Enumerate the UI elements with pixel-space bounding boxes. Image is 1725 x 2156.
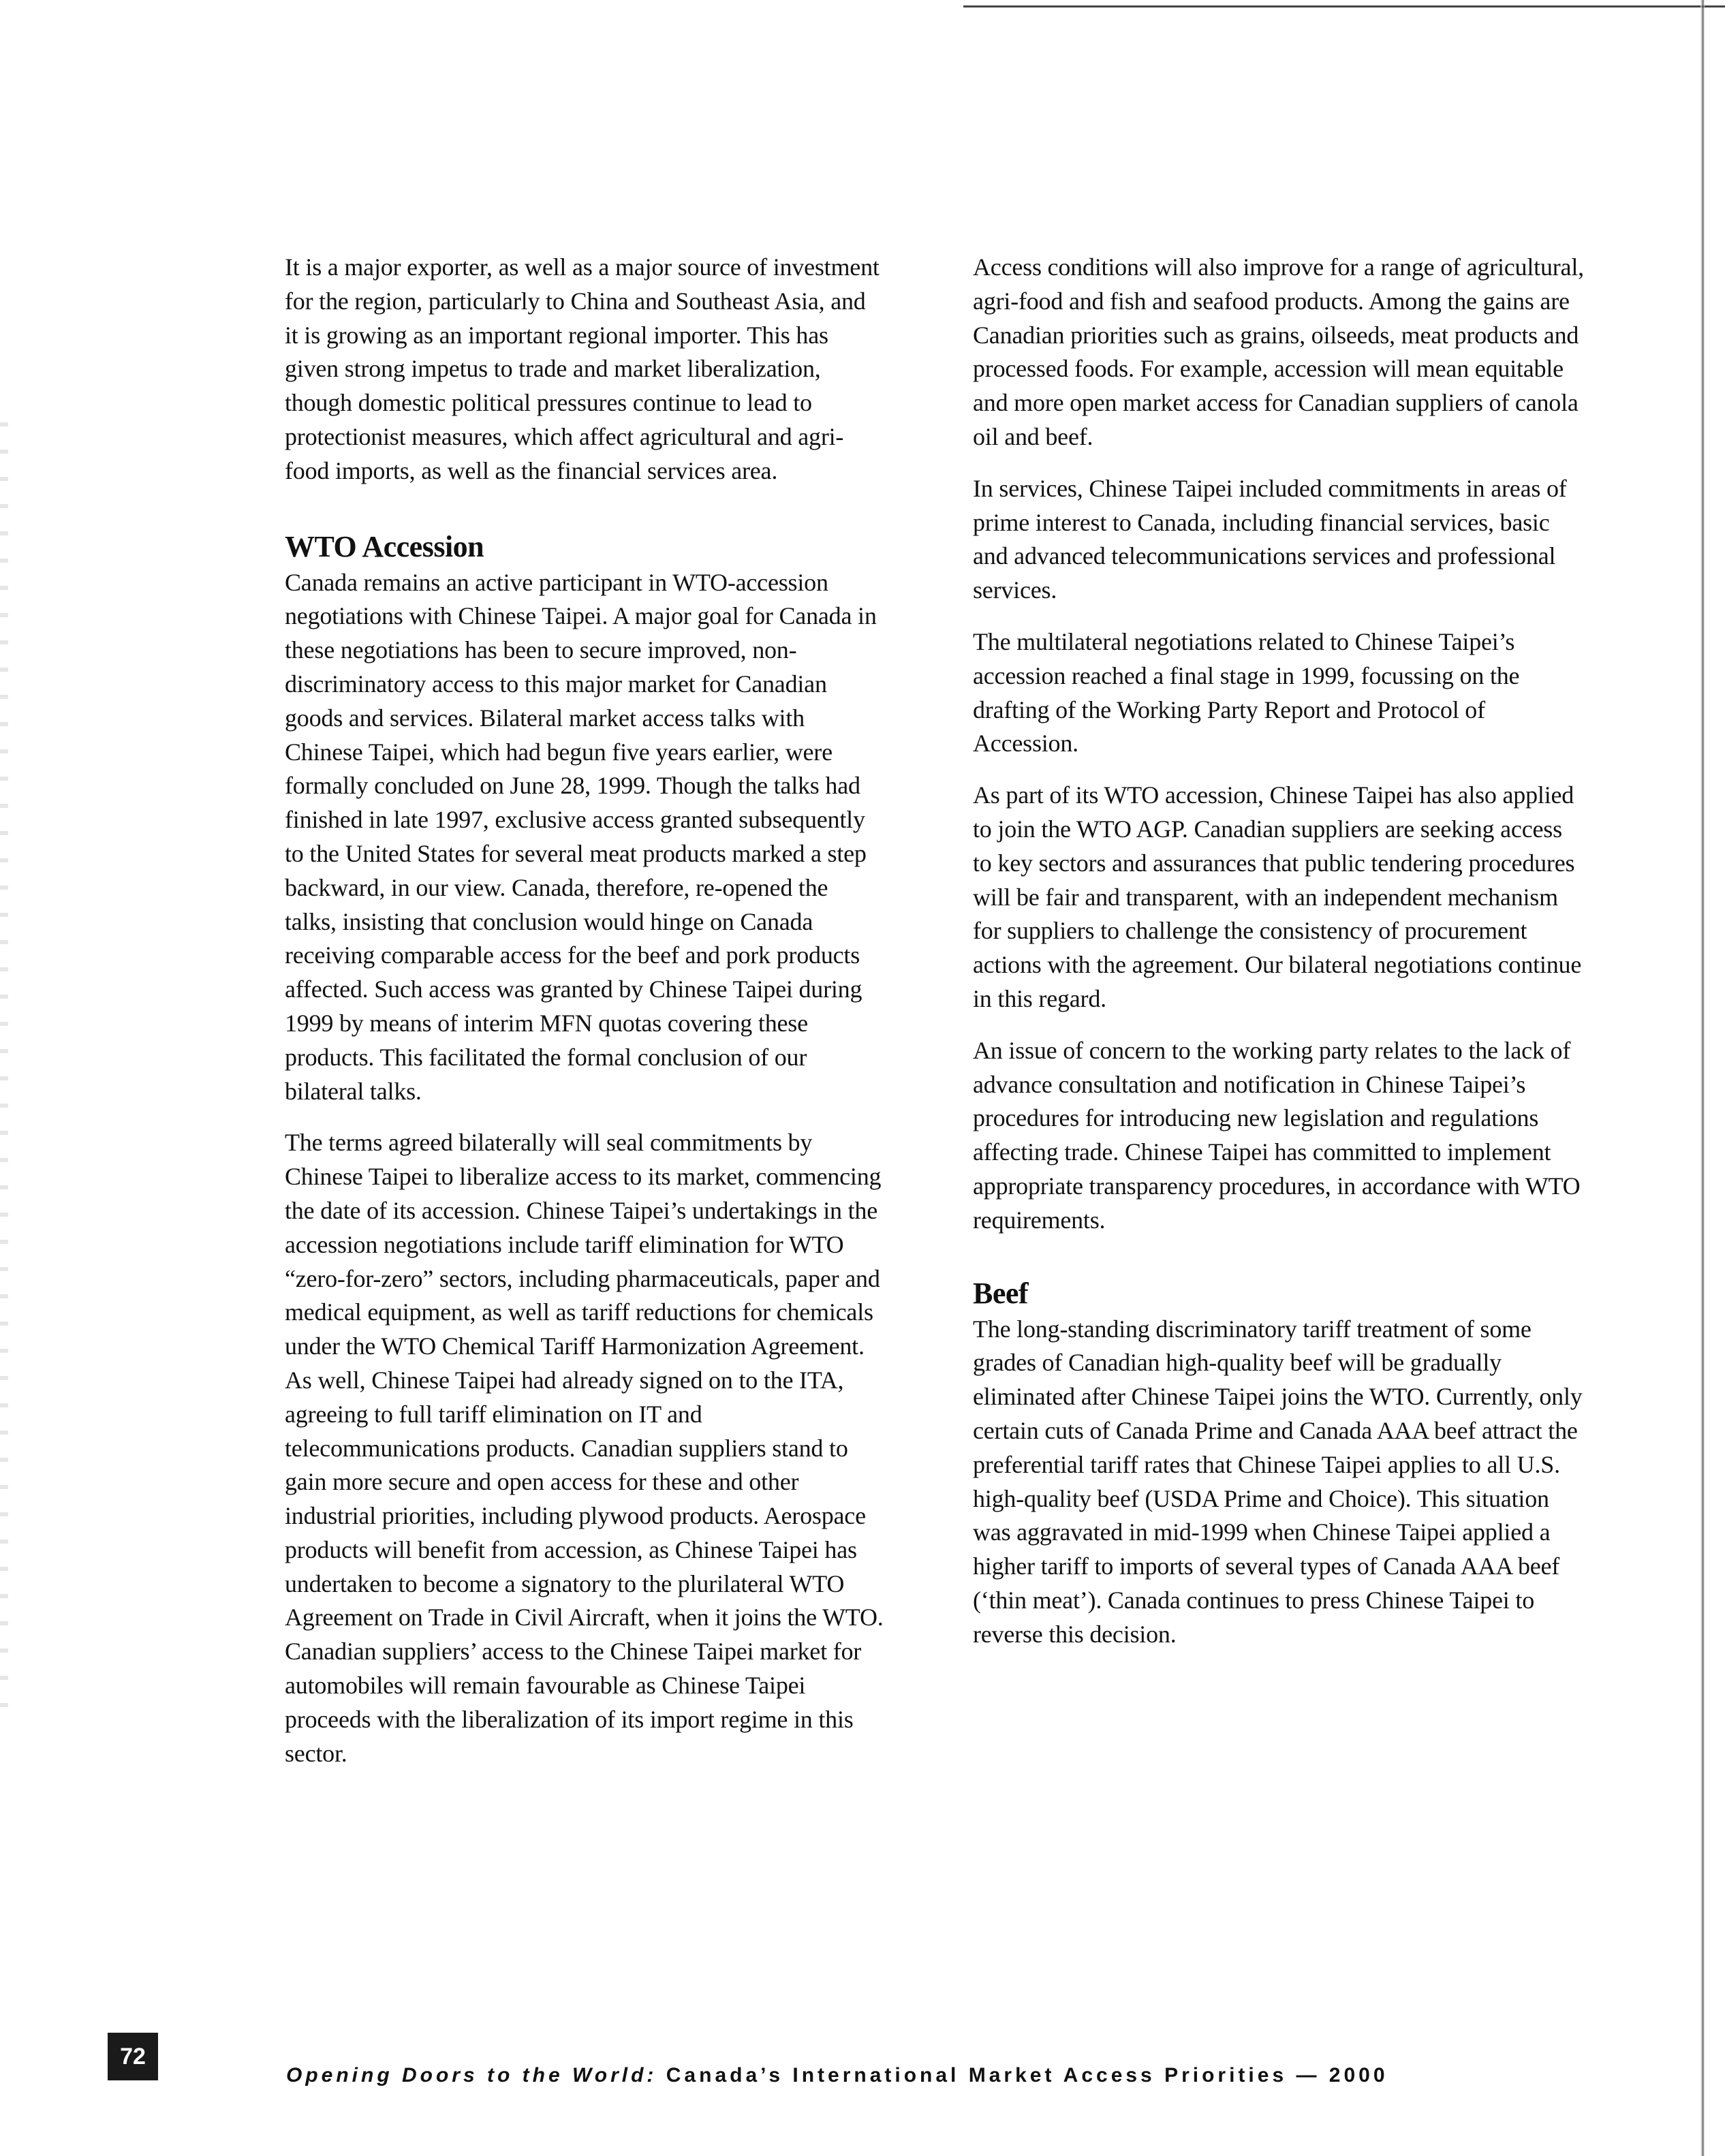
- footer-title-rest: Canada’s International Market Access Priorities — 2000: [666, 2064, 1388, 2087]
- beef-paragraph: The long-standing discriminatory tariff treatment of some grades of Canadian high-quality beef will be gradually eliminated after Chinese Taipei joins the WTO. Currently, only certain cuts of Canada Prime and Canada AAA beef attract the preferential tariff rates that Chinese Taipei applies to all U.S. high-quality beef (USDA Prime and Choice). This situation was aggravated in mid-1999 when Chinese Taipei applied a higher tariff to imports of several types of Canada AAA beef (‘thin meat’). Canada continues to press Chinese Taipei to reverse this decision.: [973, 1315, 1583, 1648]
- agp-paragraph: As part of its WTO accession, Chinese Taipei has also applied to join the WTO AGP. Canadian suppliers are seeking access to key sectors and assurances that public tendering procedures will be fair and transparent, with an independent mechanism for suppliers to challenge the consistency of procurement actions with the agreement. Our bilateral negotiations continue in this regard.: [973, 781, 1582, 1012]
- multilateral-paragraph: The multilateral negotiations related to Chinese Taipei’s accession reached a final stage in 1999, focussing on the drafting of the Working Party Report and Protocol of Accession.: [973, 627, 1520, 757]
- left-column: [285, 251, 884, 1788]
- services-paragraph: In services, Chinese Taipei included commitments in areas of prime interest to Canada, including financial services, basic and advanced telecommunications services and professional services.: [973, 474, 1567, 604]
- scan-edge-left: [0, 422, 8, 1730]
- page-number: 72: [108, 2033, 158, 2080]
- running-footer: [286, 2064, 1547, 2087]
- section-heading-wto-accession: WTO Accession: [285, 529, 484, 563]
- right-column: [973, 251, 1586, 1669]
- wto-paragraph-1: Canada remains an active participant in WTO-accession negotiations with Chinese Taipei. A major goal for Canada in these negotiations has been to secure improved, non-discriminatory access to this major market for Canadian goods and services. Bilateral market access talks with Chinese Taipei, which had begun five years earlier, were formally concluded on June 28, 1999. Though the talks had finished in late 1997, exclusive access granted subsequently to the United States for several meat products marked a step backward, in our view. Canada, therefore, re-opened the talks, insisting that conclusion would hinge on Canada receiving comparable access for the beef and pork products affected. Such access was granted by Chinese Taipei during 1999 by means of interim MFN quotas covering these products. This facilitated the formal conclusion of our bilateral talks.: [285, 568, 877, 1105]
- footer-title-italic: Opening Doors to the World:: [286, 2064, 657, 2087]
- wto-paragraph-2: The terms agreed bilaterally will seal commitments by Chinese Taipei to liberalize access to its market, commencing the date of its accession. Chinese Taipei’s undertakings in the accession negotiations include tariff elimination for WTO “zero-for-zero” sectors, including pharmaceuticals, paper and medical equipment, as well as tariff reductions for chemicals under the WTO Chemical Tariff Harmonization Agreement. As well, Chinese Taipei had already signed on to the ITA, agreeing to full tariff elimination on IT and telecommunications products. Canadian suppliers stand to gain more secure and open access for these and other industrial priorities, including plywood products. Aerospace products will benefit from accession, as Chinese Taipei has undertaken to become a signatory to the plurilateral WTO Agreement on Trade in Civil Aircraft, when it joins the WTO. Canadian suppliers’ access to the Chinese Taipei market for automobiles will remain favourable as Chinese Taipei proceeds with the liberalization of its import regime in this sector.: [285, 1129, 884, 1767]
- intro-paragraph: It is a major exporter, as well as a major source of investment for the region, particularly to China and Southeast Asia, and it is growing as an important regional importer. This has given strong impetus to trade and market liberalization, though domestic political pressures continue to lead to protectionist measures, which affect agricultural and agri-food imports, as well as the financial services area.: [285, 253, 880, 484]
- working-party-paragraph: An issue of concern to the working party relates to the lack of advance consultation and notification in Chinese Taipei’s procedures for introducing new legislation and regulations affecting trade. Chinese Taipei has committed to implement appropriate transparency procedures, in accordance with WTO requirements.: [973, 1036, 1581, 1234]
- access-paragraph: Access conditions will also improve for a range of agricultural, agri-food and fish and seafood products. Among the gains are Canadian priorities such as grains, oilseeds, meat products and processed foods. For example, accession will mean equitable and more open market access for Canadian suppliers of canola oil and beef.: [973, 253, 1584, 450]
- scan-edge-right: [1700, 0, 1705, 2156]
- top-border-line: [963, 5, 1725, 7]
- section-heading-beef: Beef: [973, 1276, 1029, 1310]
